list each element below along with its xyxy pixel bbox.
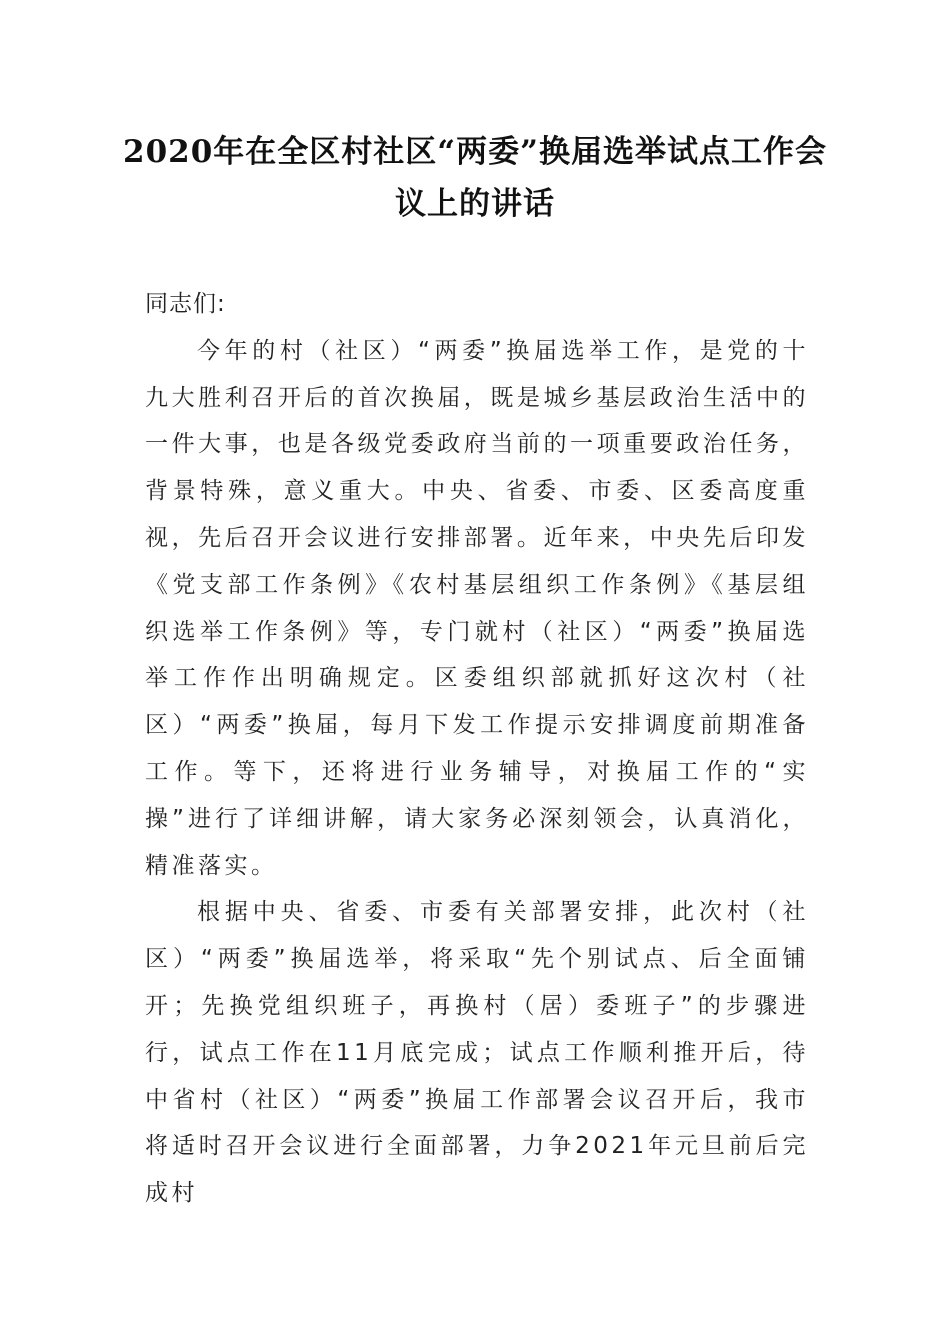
paragraph-1: 今年的村（社区）“两委”换届选举工作，是党的十九大胜利召开后的首次换届，既是城乡基层政治生活中的一件大事，也是各级党委政府当前的一项重要政治任务，背景特殊，意义重大。中央、省委、市委、区委高度重视，先后召开会议进行安排部署。近年来，中央先后印发《党支部工作条例》《农村基层组织工作条例》《基层组织选举工作条例》等，专门就村（社区）“两委”换届选举工作作出明确规定。区委组织部就抓好这次村（社区）“两委”换届，每月下发工作提示安排调度前期准备工作。等下，还将进行业务辅导，对换届工作的“实操”进行了详细讲解，请大家务必深刻领会，认真消化，精准落实。 xyxy=(145,337,809,879)
document-title: 2020年在全区村社区“两委”换届选举试点工作会议上的讲话 xyxy=(123,134,827,222)
salutation: 同志们: xyxy=(145,291,226,317)
document-body xyxy=(145,281,809,1217)
paragraph-2: 根据中央、省委、市委有关部署安排，此次村（社区）“两委”换届选举，将采取“先个别试点、后全面铺开；先换党组织班子，再换村（居）委班子”的步骤进行，试点工作在11月底完成；试点工作顺利推开后，待中省村（社区）“两委”换届工作部署会议召开后，我市将适时召开会议进行全面部署，力争2021年元旦前后完成村 xyxy=(145,899,809,1207)
